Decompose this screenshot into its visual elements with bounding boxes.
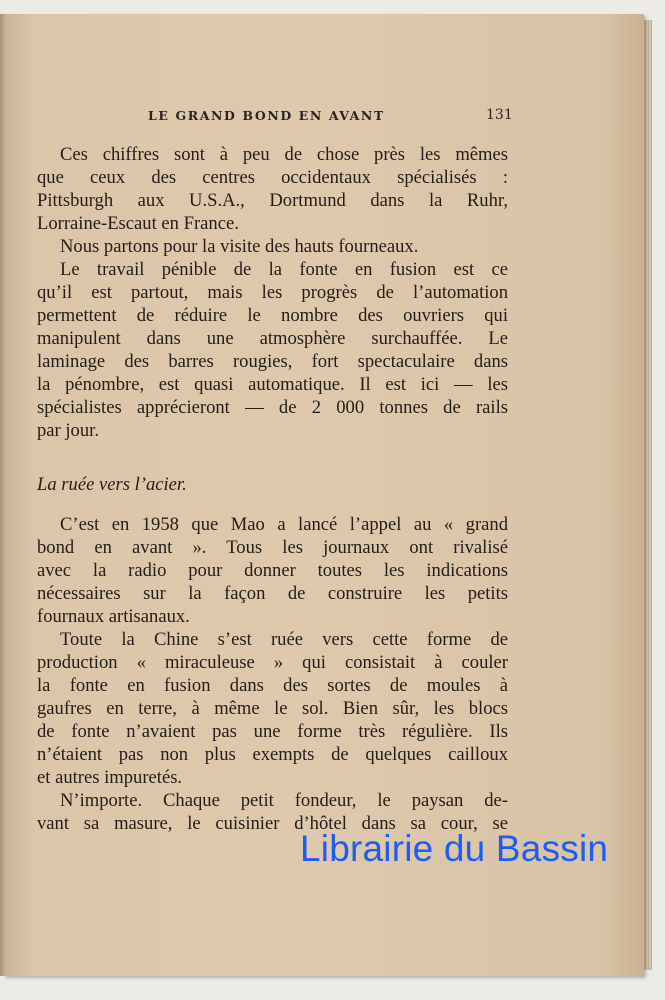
text-line-content: qu’il est partout, mais les progrès de l’automation (37, 282, 508, 303)
text-line-content: Le travail pénible de la fonte en fusion est ce (60, 259, 508, 280)
text-line (60, 790, 508, 812)
text-line-content: que ceux des centres occidentaux spécialisés : (37, 167, 508, 188)
text-line-content: bond en avant ». Tous les journaux ont rivalisé (37, 537, 508, 558)
text-line (37, 583, 508, 605)
text-line (60, 514, 508, 536)
text-line-content: nécessaires sur la façon de construire les petits (37, 583, 508, 604)
text-line-content: avec la radio pour donner toutes les indications (37, 560, 508, 581)
text-line (37, 744, 508, 766)
text-line-content: fournaux artisanaux. (37, 606, 190, 627)
text-line-content: Nous partons pour la visite des hauts fourneaux. (60, 236, 419, 257)
text-line-content: production « miraculeuse » qui consistait à couler (37, 652, 508, 673)
text-line (37, 537, 508, 559)
text-line-content: La ruée vers l’acier. (37, 474, 187, 495)
text-line-content: par jour. (37, 420, 99, 441)
text-line (37, 328, 508, 350)
text-line-content: de fonte n’avaient pas une forme très régulière. Ils (37, 721, 508, 742)
text-line (60, 629, 508, 651)
text-line (37, 282, 508, 304)
text-line (37, 675, 508, 697)
text-line (37, 606, 508, 628)
text-line (60, 259, 508, 281)
text-line-content: et autres impuretés. (37, 767, 183, 788)
text-line-content: Lorraine-Escaut en France. (37, 213, 239, 234)
text-line (37, 190, 508, 212)
text-line (60, 236, 508, 258)
text-line (37, 305, 508, 327)
text-line (37, 351, 508, 373)
running-title: LE GRAND BOND EN AVANT (148, 108, 385, 123)
text-line-content: vant sa masure, le cuisinier d’hôtel dans sa cour, se (37, 813, 508, 834)
text-line-content: laminage des barres rougies, fort spectaculaire dans (37, 351, 508, 372)
text-line (37, 213, 508, 235)
text-line-content: la fonte en fusion dans des sortes de moules à (37, 675, 508, 696)
text-line (37, 397, 508, 419)
text-line-content: n’étaient pas non plus exempts de quelques cailloux (37, 744, 508, 765)
text-line (37, 560, 508, 582)
text-line (37, 721, 508, 743)
text-line-content: Toute la Chine s’est ruée vers cette forme de (60, 629, 508, 650)
section-heading (37, 474, 508, 496)
text-line-content: gaufres en terre, à même le sol. Bien sûr, les blocs (37, 698, 508, 719)
text-line-content: la pénombre, est quasi automatique. Il est ici — les (37, 374, 508, 395)
text-line-content: spécialistes apprécieront — de 2 000 tonnes de rails (37, 397, 508, 418)
text-line-content: manipulent dans une atmosphère surchauffée. Le (37, 328, 508, 349)
text-line (37, 374, 508, 396)
text-line-content: N’importe. Chaque petit fondeur, le paysan de- (60, 790, 508, 811)
text-line (37, 420, 508, 442)
text-line (37, 767, 508, 789)
text-line-content: permettent de réduire le nombre des ouvriers qui (37, 305, 508, 326)
text-line (37, 652, 508, 674)
text-line-content: Pittsburgh aux U.S.A., Dortmund dans la Ruhr, (37, 190, 508, 211)
text-line (37, 698, 508, 720)
text-line (37, 167, 508, 189)
text-line-content: C’est en 1958 que Mao a lancé l’appel au « grand (60, 514, 508, 535)
page-number: 131 (486, 107, 513, 123)
watermark: Librairie du Bassin (300, 828, 609, 869)
text-line (60, 144, 508, 166)
text-line-content: Ces chiffres sont à peu de chose près les mêmes (60, 144, 508, 165)
